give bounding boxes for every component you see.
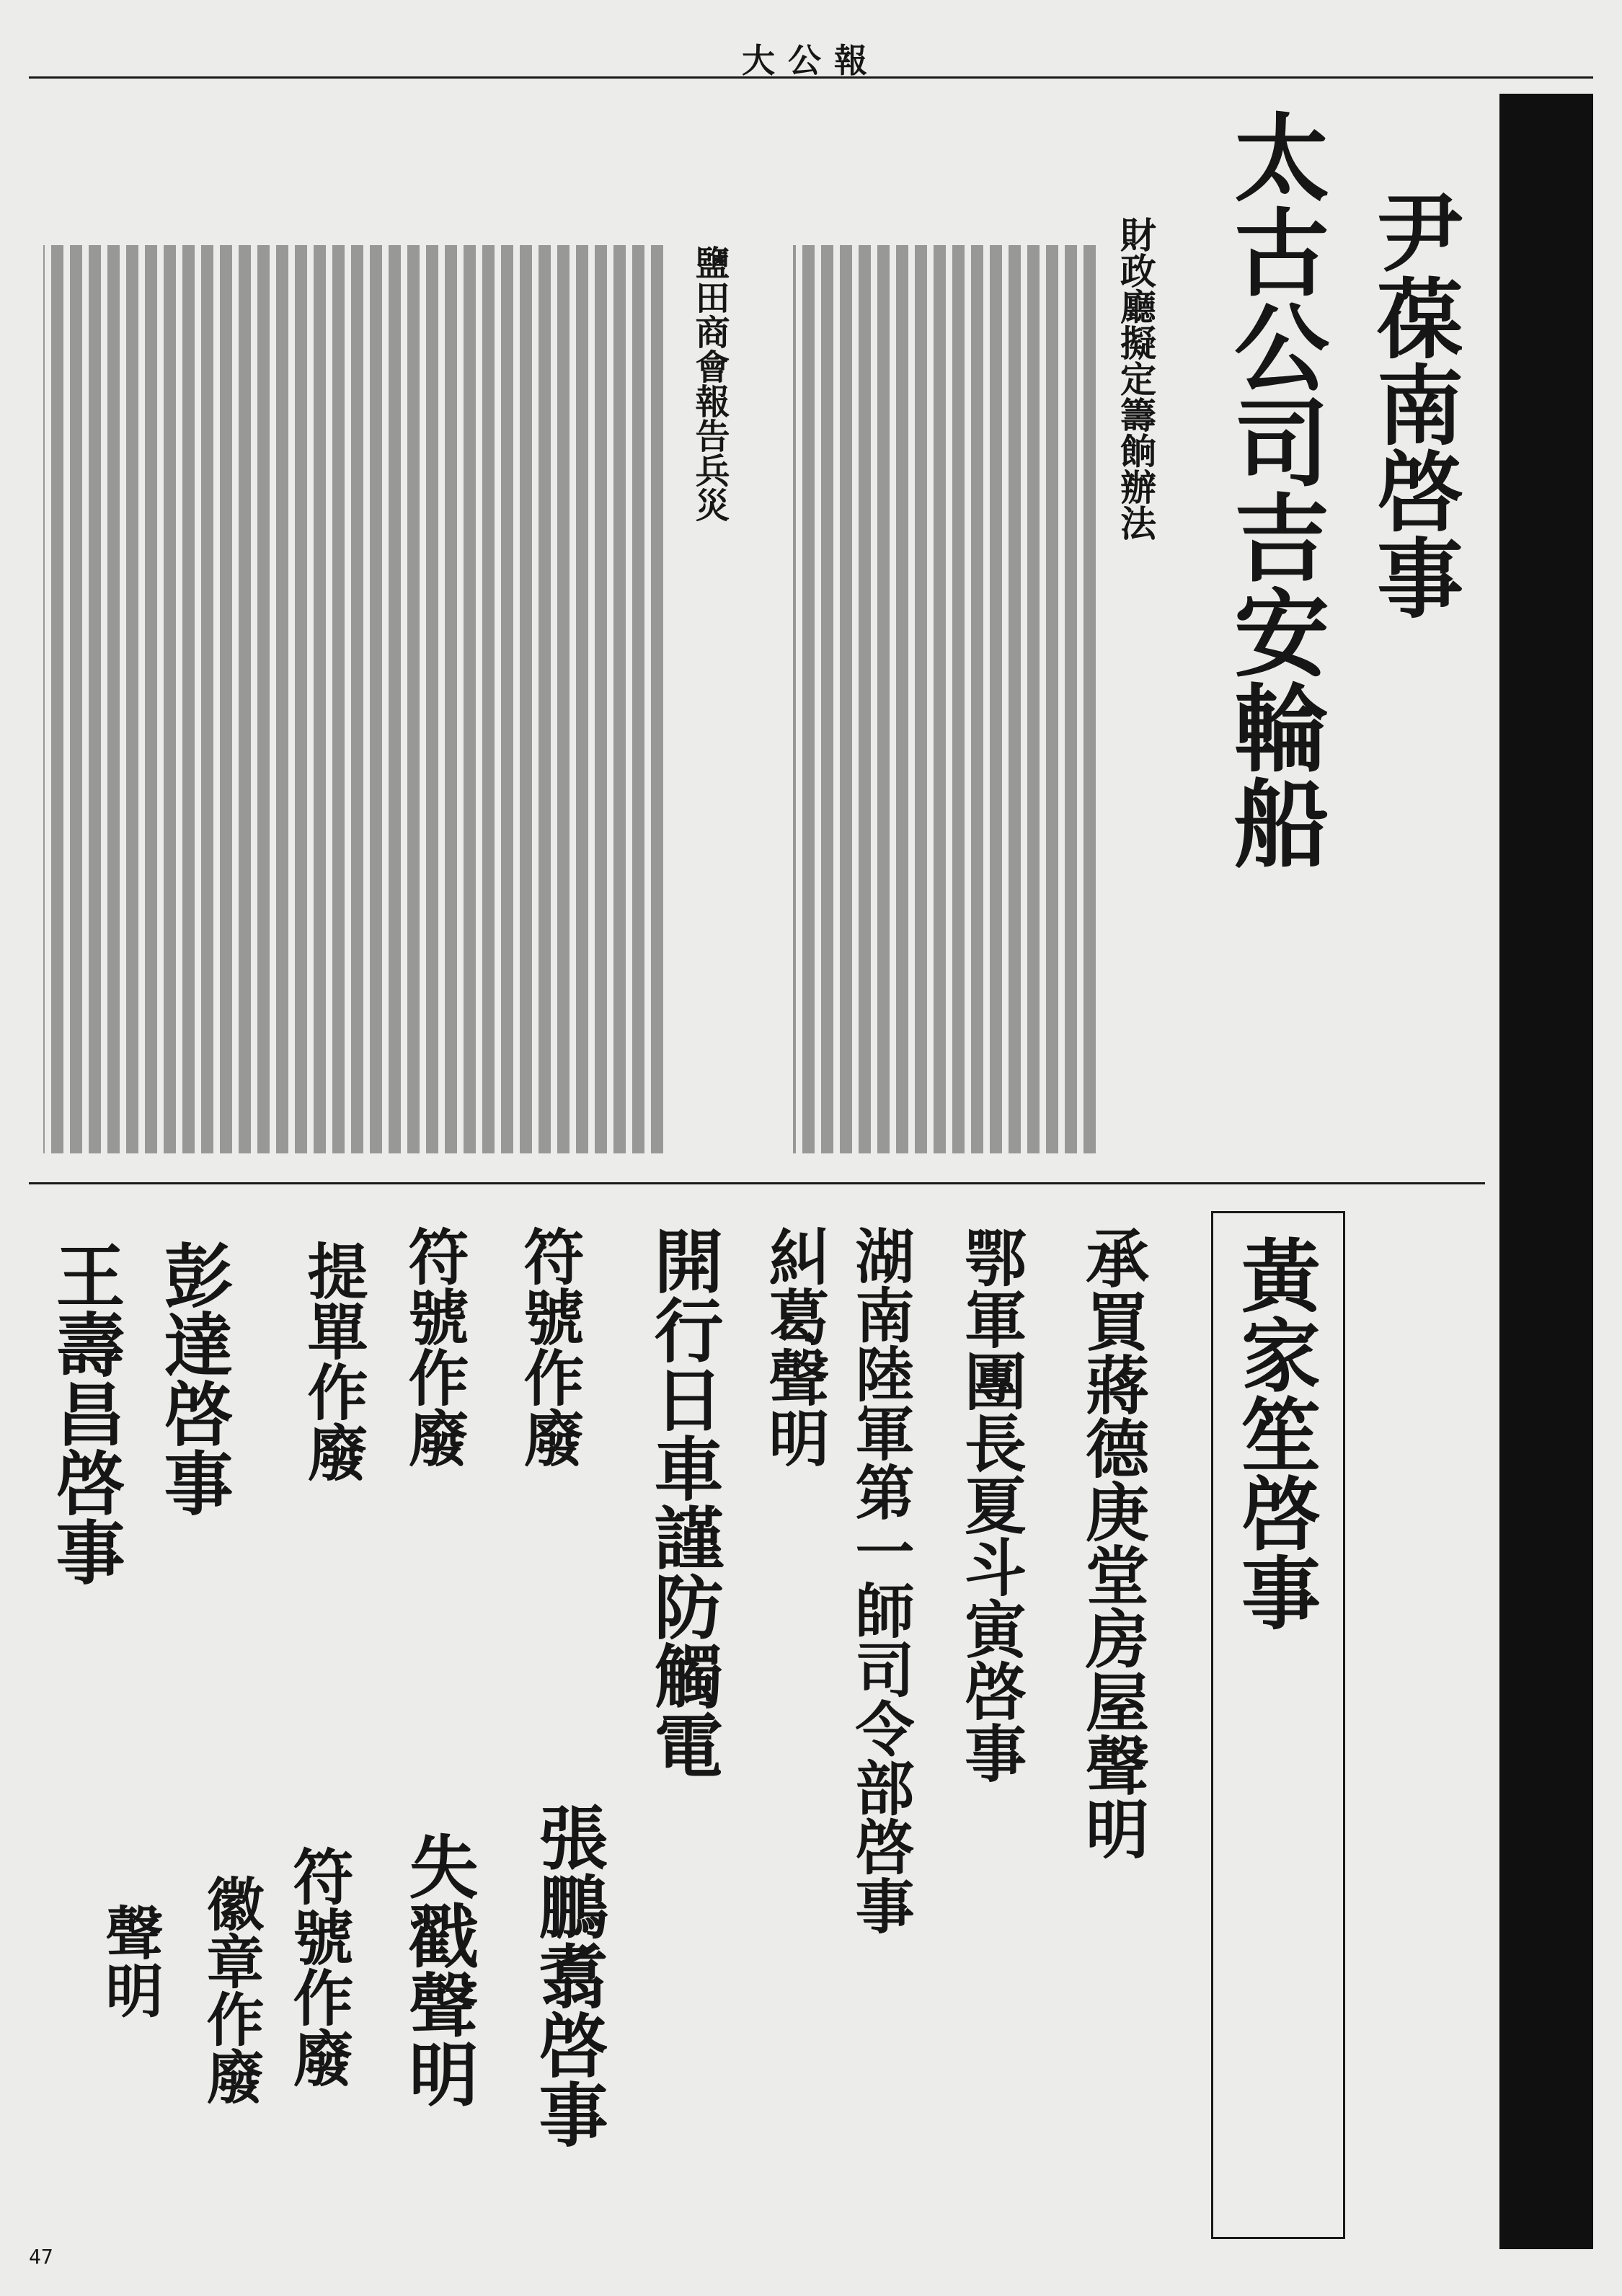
fuhao-void-2: 符號作廢 [399, 1225, 470, 1468]
peng-notice-headline: 彭達啓事 [153, 1240, 234, 1517]
body-text-placeholder [793, 245, 1096, 1153]
daily-japan-headline: 開行日車謹防觸電 [643, 1225, 724, 1779]
jiang-house-headline: 承買蔣德庚堂房屋聲明 [1076, 1225, 1151, 1860]
body-text-placeholder [43, 245, 663, 1153]
chamber-headline: 鹽田商會報告兵災 [689, 245, 730, 522]
huang-family-headline: 黃家笙啓事 [1228, 1235, 1321, 1631]
commander-headline: 鄂軍團長夏斗寅啓事 [954, 1225, 1027, 1783]
jiuge-headline: 糾葛聲明 [759, 1225, 830, 1468]
fuhao-void-3: 符號作廢 [283, 1845, 355, 2088]
loss-notice-headline: 失戳聲明 [398, 1831, 479, 2108]
wang-notice-headline: 王壽昌啓事 [45, 1240, 126, 1586]
page-number: 47 [29, 2245, 53, 2269]
yin-notice-headline: 尹葆南啓事 [1362, 187, 1464, 620]
badge-void-headline: 徽章作廢 [197, 1874, 265, 2105]
section-divider [29, 1182, 1485, 1184]
right-edge-banner [1499, 94, 1593, 2249]
masthead [29, 32, 1593, 79]
finance-dept-headline: 財政廳擬定籌餉辦法 [1114, 216, 1157, 541]
paper-name: 大公報 [742, 41, 880, 80]
shipping-company-headline: 太古公司吉安輪船 [1218, 108, 1329, 869]
statement-headline: 聲明 [96, 1903, 164, 2018]
hunan-army-headline: 湖南陸軍第一師司令部啓事 [846, 1225, 915, 1935]
huang-box [1211, 1211, 1345, 2239]
tidan-void: 提單作廢 [298, 1240, 369, 1482]
fuhao-void-1: 符號作廢 [514, 1225, 585, 1468]
zhang-notice-headline: 張鵬翥啓事 [528, 1802, 609, 2148]
